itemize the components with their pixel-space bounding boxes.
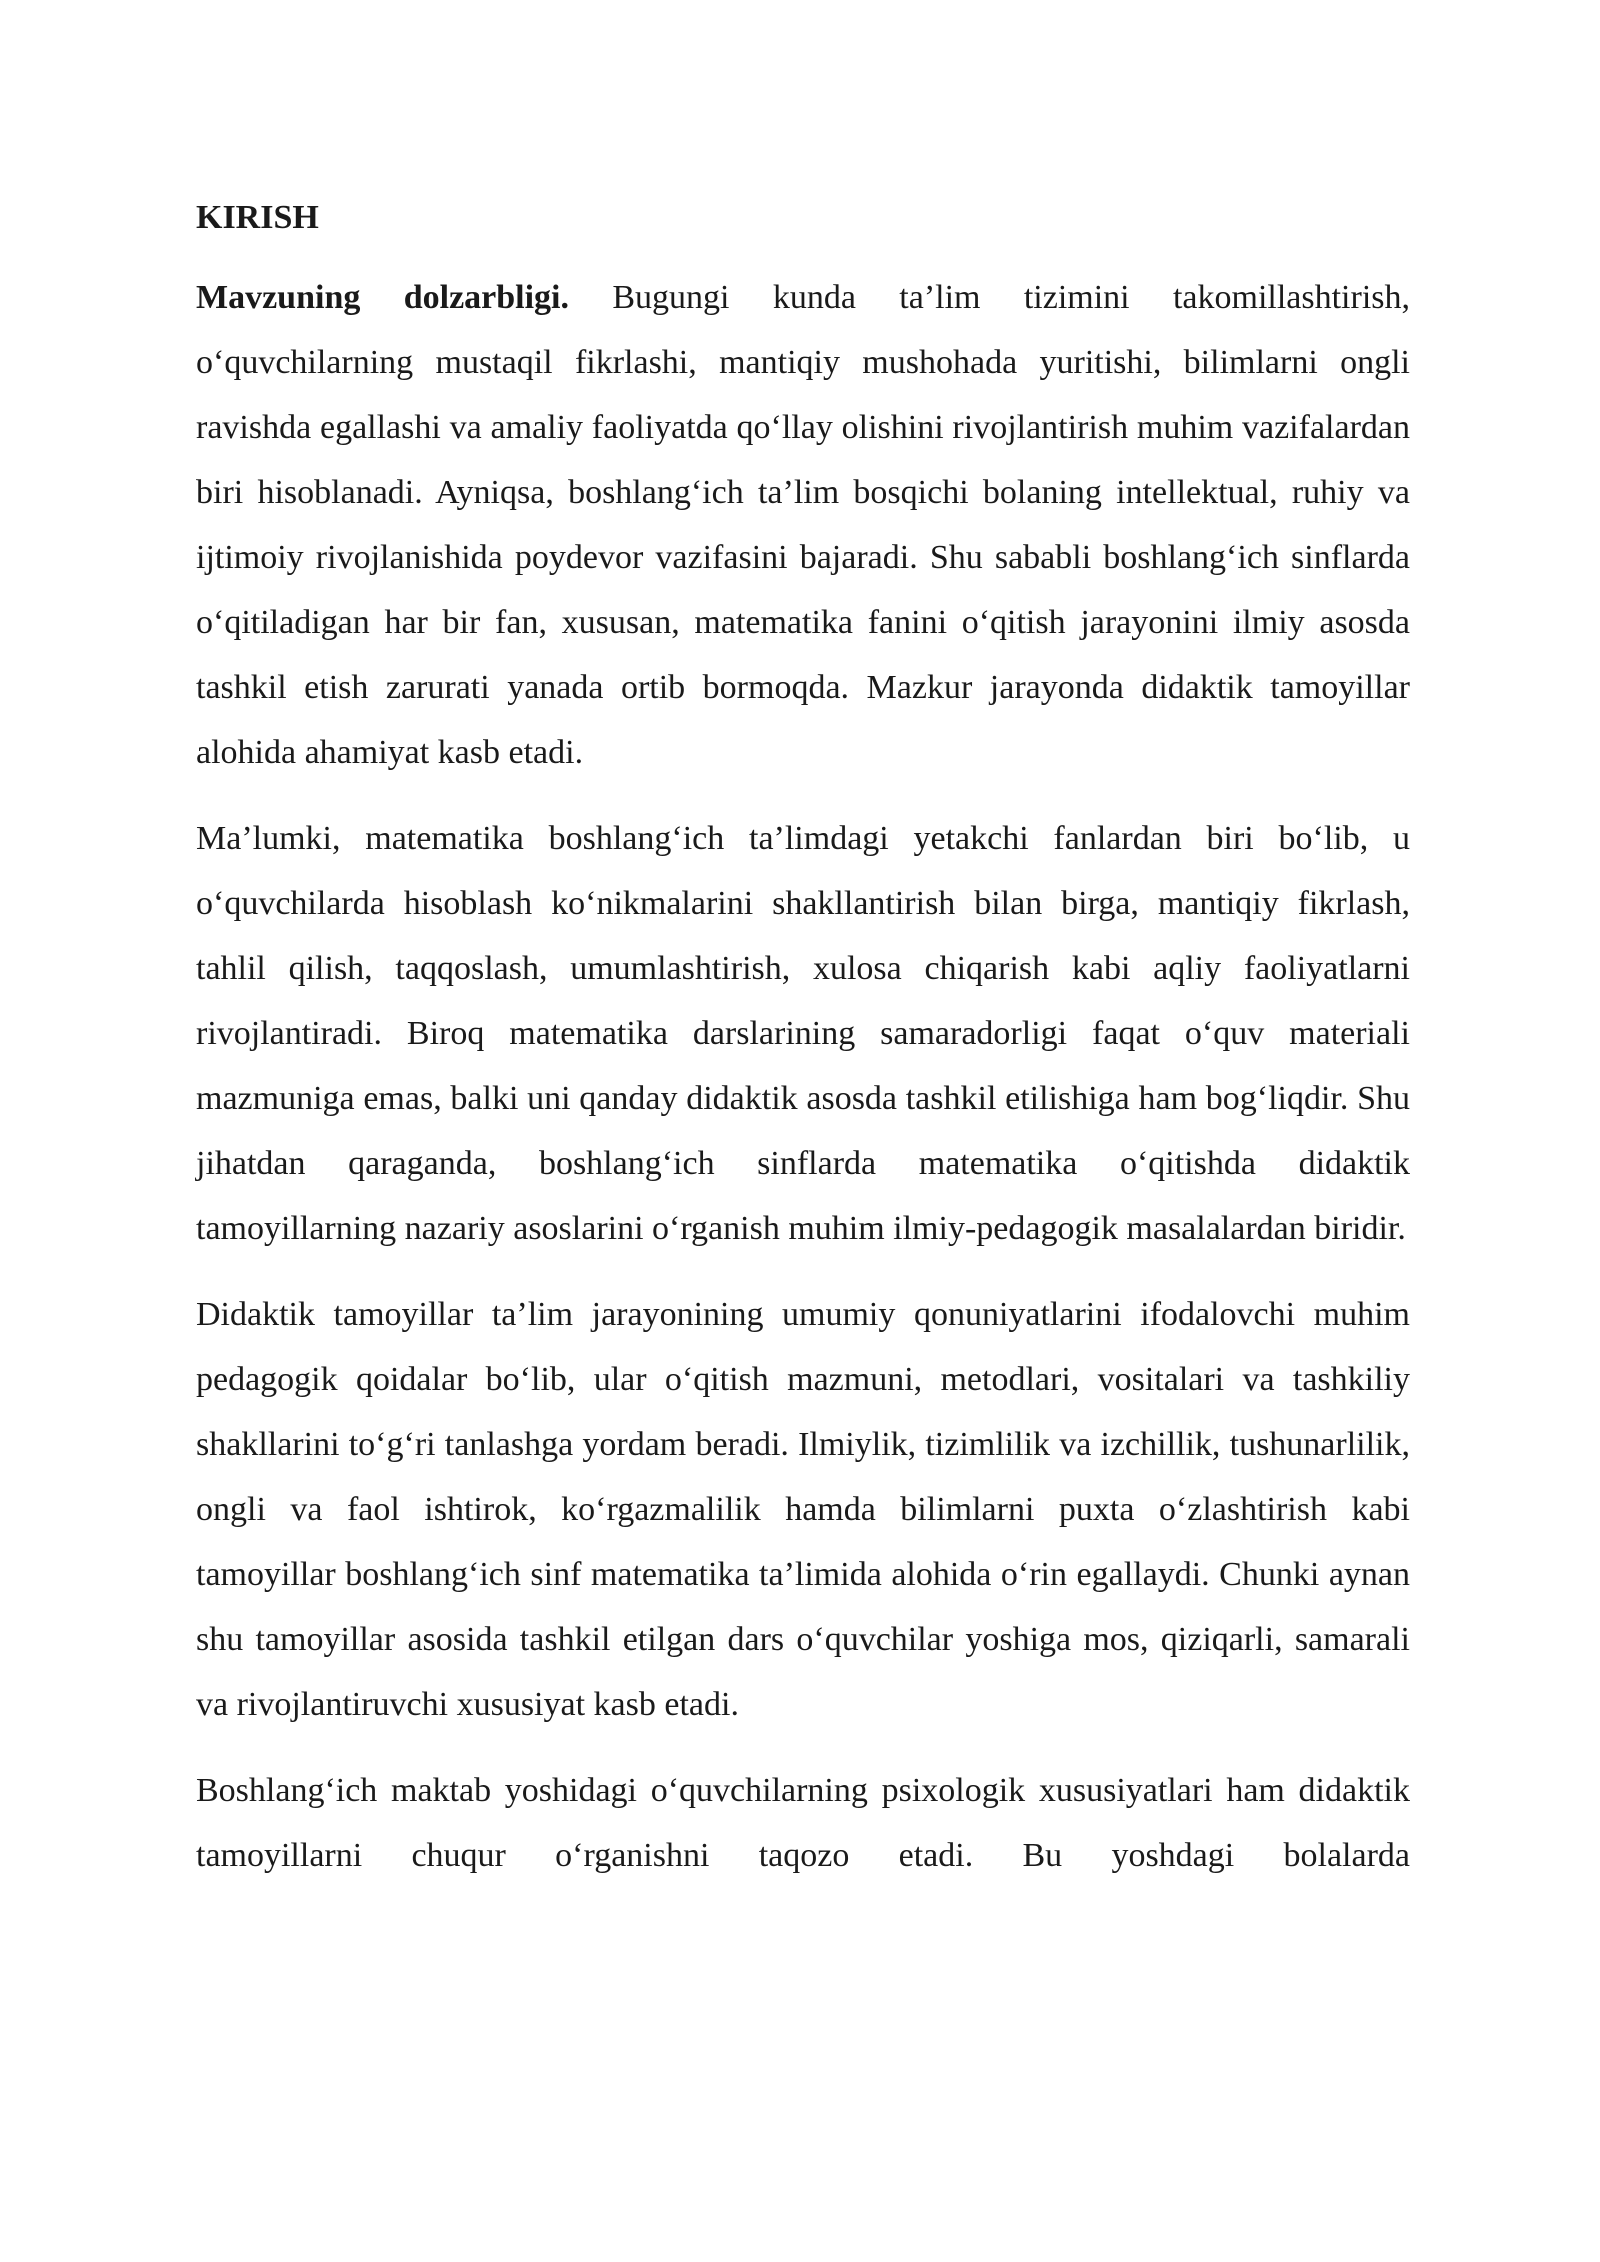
paragraph-text: Didaktik tamoyillar ta’lim jarayonining umumiy qonuniyatlarini ifodalovchi muhim pedagogik qoidalar bo‘lib, ular o‘qitish mazmuni, metodlari, vositalari va tashkiliy shakllarini to‘g‘ri tanlashga yordam beradi. Ilmiylik, tizimlilik va izchillik, tushunarlilik, ongli va faol ishtirok, ko‘rgazmalilik hamda bilimlarni puxta o‘zlashtirish kabi tamoyillar boshlang‘ich sinf matematika ta’limida alohida o‘rin egallaydi. Chunki aynan shu tamoyillar asosida tashkil etilgan dars o‘quvchilar yoshiga mos, qiziqarli, samarali va rivojlantiruvchi xususiyat kasb etadi. <box>196 1296 1410 1723</box>
paragraph-lead: Mavzuning dolzarbligi. <box>196 279 569 316</box>
paragraph-mathematics <box>196 806 1410 1261</box>
paragraph-text: Bugungi kunda ta’lim tizimini takomillashtirish, o‘quvchilarning mustaqil fikrlashi, mantiqiy mushohada yuritishi, bilimlarni ongli ravishda egallashi va amaliy faoliyatda qo‘llay olishini rivojlantirish muhim vazifalardan biri hisoblanadi. Ayniqsa, boshlang‘ich ta’lim bosqichi bolaning intellektual, ruhiy va ijtimoiy rivojlanishida poydevor vazifasini bajaradi. Shu sababli boshlang‘ich sinflarda o‘qitiladigan har bir fan, xususan, matematika fanini o‘qitish jarayonini ilmiy asosda tashkil etish zarurati yanada ortib bormoqda. Mazkur jarayonda didaktik tamoyillar alohida ahamiyat kasb etadi. <box>196 279 1411 771</box>
paragraph-relevance <box>196 265 1410 785</box>
paragraph-text: Boshlang‘ich maktab yoshidagi o‘quvchilarning psixologik xususiyatlari ham didaktik tamoyillarni chuqur o‘rganishni taqozo etadi. Bu yoshdagi bolalarda <box>196 1772 1410 1874</box>
document-body <box>196 190 1410 1909</box>
paragraph-text: Ma’lumki, matematika boshlang‘ich ta’limdagi yetakchi fanlardan biri bo‘lib, u o‘quvchilarda hisoblash ko‘nikmalarini shakllantirish bilan birga, mantiqiy fikrlash, tahlil qilish, taqqoslash, umumlashtirish, xulosa chiqarish kabi aqliy faoliyatlarni rivojlantiradi. Biroq matematika darslarining samaradorligi faqat o‘quv materiali mazmuniga emas, balki uni qanday didaktik asosda tashkil etilishiga ham bog‘liqdir. Shu jihatdan qaraganda, boshlang‘ich sinflarda matematika o‘qitishda didaktik tamoyillarning nazariy asoslarini o‘rganish muhim ilmiy-pedagogik masalalardan biridir. <box>196 820 1410 1247</box>
section-heading: KIRISH <box>196 199 319 236</box>
paragraph-psychology <box>196 1758 1410 1888</box>
paragraph-didactic-principles <box>196 1282 1410 1737</box>
